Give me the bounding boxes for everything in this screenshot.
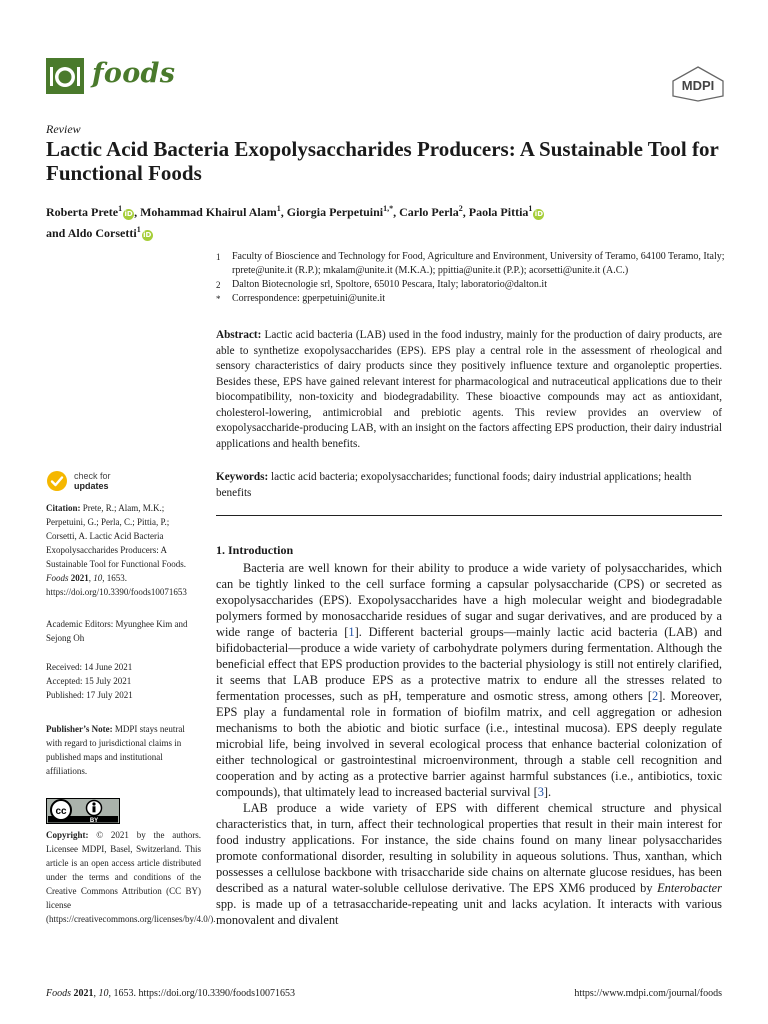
citation-journal: Foods <box>46 573 69 583</box>
journal-header <box>46 58 726 98</box>
journal-logo[interactable] <box>46 58 175 94</box>
orcid-icon[interactable]: iD <box>143 231 152 239</box>
keywords <box>216 470 722 501</box>
affiliation-mark: * <box>216 294 221 304</box>
body-paragraph <box>216 560 722 800</box>
affiliation-item <box>216 292 726 306</box>
copyright-text: © 2021 by the authors. Licensee MDPI, Basel, Switzerland. This article is an open access article distributed under the terms and conditions of the Creative Commons Attribution (CC BY) license (https://creativecommons.org/licenses/by/4.0/). <box>46 830 216 924</box>
author-affiliation-mark: 1 <box>118 204 123 213</box>
author-name[interactable]: Paola Pittia <box>468 205 529 219</box>
copyright <box>46 828 216 926</box>
check-updates-icon <box>46 470 68 492</box>
author-name[interactable]: Carlo Perla <box>399 205 459 219</box>
citation-text: Prete, R.; Alam, M.K.; Perpetuini, G.; Perla, C.; Pittia, P.; Corsetti, A. Lactic Acid Bacteria Exopolysaccharides Producers: A Sustainable Tool for Functional Foods. <box>46 503 186 569</box>
citation-reference[interactable]: 3 <box>537 785 544 799</box>
affiliation-mark: 1 <box>216 252 221 262</box>
author-list: Roberta Prete$^1$iD, Mohammad Khairul Alam$^1$, Giorgia Perpetuini$^{1,*}$, Carlo Perla$^2$, Paola Pittia$^1$iD and Aldo Corsetti$^1$iD <box>46 204 544 240</box>
accepted-date: Accepted: 15 July 2021 <box>46 676 132 686</box>
author-name[interactable]: Aldo Corsetti <box>67 226 137 240</box>
paragraph-text: ]. <box>543 785 552 799</box>
foods-logo-icon <box>46 58 84 94</box>
abstract-text: Lactic acid bacteria (LAB) used in the food industry, mainly for the production of dairy products, are able to synthetize exopolysaccharides (EPS). EPS play a central role in the assessment of rheological and sensory characteristics of dairy products since they positively influence texture and organoleptic properties. Besides these, EPS have gained relevant interest for pharmacological and nutraceutical applications due to their biocompatibility, non-toxicity and biodegradability. These bioactive compounds may act as antioxidant, cholesterol-lowering, antimicrobial and prebiotic agents. This review provides an overview of exopolysaccharide-producing LAB, with an insight on the factors affecting EPS production, their dairy industrial applications and health benefits. <box>216 329 722 450</box>
citation-year: 2021 <box>70 573 89 583</box>
author-name[interactable]: Giorgia Perpetuini <box>286 205 384 219</box>
affiliation-item <box>216 250 726 278</box>
divider <box>216 515 722 516</box>
citation: Citation: Prete, R.; Alam, M.K.; Perpetuini, G.; Perla, C.; Pittia, P.; Corsetti, A. Lactic Acid Bacteria Exopolysaccharides Producers: A Sustainable Tool for Functional Foods. Foods 2021, 10, 1653. https://doi.org/10.3390/foods10071653 <box>46 503 187 597</box>
author-name[interactable]: Mohammad Khairul Alam <box>140 205 277 219</box>
affiliations <box>216 250 726 306</box>
affiliation-text: Correspondence: gperpetuini@unite.it <box>232 293 386 304</box>
abstract-label: Abstract: <box>216 329 262 341</box>
citation-label: Citation: <box>46 503 81 513</box>
abstract <box>216 328 722 452</box>
paragraph-text: ]. Moreover, EPS play a fundamental role in formation of biofilm matrix, and cell aggregation or adhesion mechanisms to both the abiotic and biotic surface (i.e., intestinal mucosa). EPS deeply regulate microbial life, being involved in several ecological process that enhance bacterial colonization of either technological or gastrointestinal microenvironment, through a stable cell recognition and cooperation and by acting as a protective barrier against harmful substances (i.e., antibiotics, toxic compounds), that ultimately lead to increased bacterial survival [ <box>216 689 722 799</box>
check-updates-line1: check for <box>74 471 111 481</box>
copyright-label: Copyright: <box>46 830 89 840</box>
citation-doi[interactable]: , 1653. https://doi.org/10.3390/foods10071653 <box>46 573 187 597</box>
paragraph-text: Enterobacter <box>657 881 722 895</box>
orcid-icon[interactable]: iD <box>124 210 133 218</box>
academic-editors: Academic Editors: Myunghee Kim and Sejong Oh <box>46 619 188 643</box>
check-updates-line2: updates <box>74 481 109 491</box>
publisher-note <box>46 722 201 778</box>
citation-reference[interactable]: 1 <box>348 625 355 639</box>
affiliation-item <box>216 278 726 292</box>
author-affiliation-mark: 1 <box>276 204 281 213</box>
affiliation-text: Faculty of Bioscience and Technology for Food, Agriculture and Environment, University of Teramo, 64100 Teramo, Italy; rprete@unite.it (R.P.); mkalam@unite.it (M.K.A.); ppittia@unite.it (P.P.); acorsetti@unite.it (A.C.) <box>232 251 725 276</box>
section-heading: 1. Introduction <box>216 543 294 557</box>
body-text <box>216 560 722 928</box>
article-type: Review <box>46 122 81 136</box>
author-affiliation-mark: 2 <box>458 204 463 213</box>
body-paragraph <box>216 800 722 928</box>
footer-journal-url[interactable]: https://www.mdpi.com/journal/foods <box>574 988 722 999</box>
affiliation-mark: 2 <box>216 280 221 290</box>
publisher-note-label: Publisher’s Note: <box>46 724 113 734</box>
cc-by-license-icon[interactable] <box>46 798 120 824</box>
paragraph-text: Bacteria are well known for their ability to produce a wide variety of polysaccharides, which can be tightly linked to the cell surface forming a capsular polysaccharide (CPS) or secreted as exopolysaccharides (EPS). Exopolysaccharides have a high molecular weight and biodegradable polymers formed by monosaccharide residues of sugar and sugar derivatives, and are produced by a wide range of bacteria [ <box>216 561 722 639</box>
affiliation-text: Dalton Biotecnologie srl, Spoltore, 65010 Pescara, Italy; laboratorio@dalton.it <box>232 279 547 290</box>
svg-text:MDPI: MDPI <box>681 78 715 93</box>
cc-by-label: BY <box>89 818 99 824</box>
svg-text:cc: cc <box>55 806 67 817</box>
author-affiliation-mark: 1,* <box>383 204 394 213</box>
dates <box>46 660 201 702</box>
keywords-text: lactic acid bacteria; exopolysaccharides; functional foods; dairy industrial applications; health benefits <box>216 471 692 499</box>
publisher-note-text: MDPI stays neutral with regard to jurisdictional claims in published maps and institutional affiliations. <box>46 724 185 776</box>
author-affiliation-mark: 1 <box>528 204 533 213</box>
check-for-updates[interactable] <box>46 470 201 492</box>
received-date: Received: 14 June 2021 <box>46 662 133 672</box>
citation-volume: 10 <box>93 573 103 583</box>
footer-citation: Foods 2021, 10, 1653. https://doi.org/10.3390/foods10071653 <box>46 988 295 999</box>
orcid-icon[interactable]: iD <box>534 210 544 218</box>
keywords-label: Keywords: <box>216 471 269 483</box>
paragraph-text: spp. is made up of a tetrasaccharide-repeating unit and lacks acylation. It interacts with various monovalent and divalent <box>216 897 722 927</box>
paragraph-text: LAB produce a wide variety of EPS with different chemical structure and physical characteristics that, in turn, affect their technological properties that result in their main interest for food industry applications. For instance, the side chains found on many linear polysaccharides promote conformational disorder, resulting in solubility in aqueous solutions. Thus, xanthan, which possesses a cellulose backbone with trisaccharide side chains on alternate glucose residues, has been described as a natural water-soluble cellulose derivative. The EPS XM6 produced by <box>216 801 722 895</box>
author-affiliation-mark: 1 <box>136 225 141 234</box>
page-footer <box>46 988 722 999</box>
published-date: Published: 17 July 2021 <box>46 690 133 700</box>
author-name[interactable]: Roberta Prete <box>46 205 119 219</box>
citation-reference[interactable]: 2 <box>652 689 659 703</box>
mdpi-logo-icon[interactable] <box>670 66 726 102</box>
article-title: Lactic Acid Bacteria Exopolysaccharides Producers: A Sustainable Tool for Functional Foods <box>46 137 719 185</box>
paragraph-text: ]. Different bacterial groups—mainly lactic acid bacteria (LAB) and bifidobacterial—produce a wide variety of carbohydrate polymers during fermentation. Although the beneficial effect that EPS production provides to the bacterial physiology is still not entirely clarified, it seems that LAB produce EPS as a protective matrix to endure all the stresses related to fermentation processes, such as pH, temperature and osmotic stress, among others [ <box>216 625 722 703</box>
journal-name: foods <box>92 57 176 89</box>
